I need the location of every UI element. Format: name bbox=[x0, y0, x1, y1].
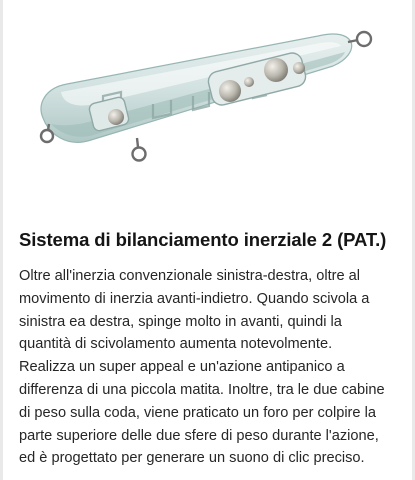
description-line: quantità di scivolamento aumenta notevolmente. bbox=[19, 336, 333, 353]
description-line: di peso sulla coda, viene praticato un foro per colpire la bbox=[19, 404, 376, 421]
description-line: movimento di inerzia avanti-indietro. Quando scivola a bbox=[19, 290, 370, 307]
weight-ball-tiny bbox=[244, 77, 254, 87]
product-image bbox=[3, 0, 412, 210]
description-line: differenza di una piccola matita. Inoltre, tra le due cabine bbox=[19, 381, 385, 398]
description-line: Oltre all'inerzia convenzionale sinistra-destra, oltre al bbox=[19, 268, 361, 284]
weight-ball-small bbox=[293, 62, 305, 74]
weight-ball-front bbox=[264, 58, 288, 82]
description-line: sinistra ea destra, spinge molto in avanti, quindi la bbox=[19, 313, 342, 330]
description-line: parte superiore delle due sfere di peso durante l'azione, bbox=[19, 427, 379, 444]
section-description bbox=[19, 265, 404, 470]
weight-ball-mid bbox=[219, 80, 241, 102]
description-line: Realizza un super appeal e un'azione antipanico a bbox=[19, 359, 345, 376]
lure-illustration bbox=[3, 0, 412, 210]
description-line: ed è progettato per generare un suono di clic preciso. bbox=[19, 450, 365, 467]
weight-ball-rear bbox=[108, 109, 124, 125]
section-title: Sistema di bilanciamento inerziale 2 (PAT.) bbox=[19, 229, 387, 250]
belly-hook-eye bbox=[133, 138, 146, 161]
